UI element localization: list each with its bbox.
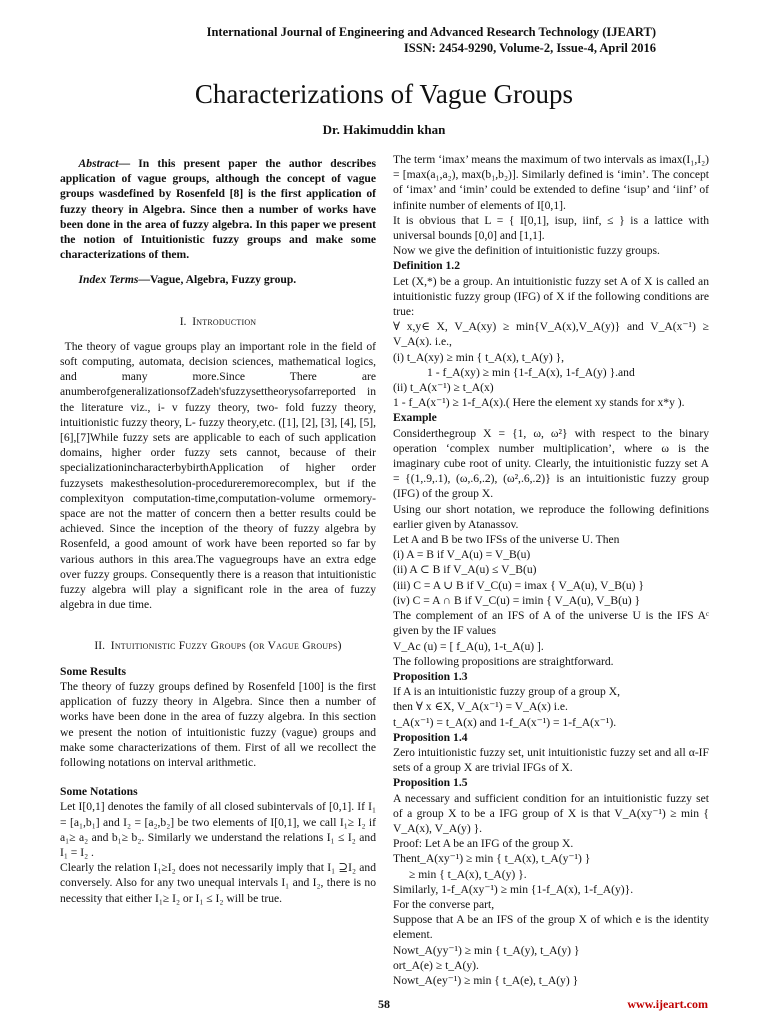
- abstract-label: Abstract: [78, 157, 119, 170]
- definition-1-2-line-i: (i) t_A(xy) ≥ min { t_A(x), t_A(y) },: [393, 350, 565, 364]
- proof-line-3: ≥ min { t_A(x), t_A(y) }.: [409, 867, 527, 881]
- proof-line-4: Similarly, 1-f_A(xy⁻¹) ≥ min {1-f_A(x), 1-f_A(y)}.: [393, 882, 634, 896]
- example-text: Considerthegroup X = {1, ω, ω²} with respect to the binary operation ‘complex number multiplication’, where ω is the imaginary cube root of unity. Clearly, the intuitionistic fuzzy set A = {(1,.9,.1), (ω,.6,.2), (ω²,.6,.2)} is an intuitionistic fuzzy group (IFG) of the group X.: [393, 426, 709, 501]
- notations-paragraph-1: Let I[0,1] denotes the family of all closed subintervals of [0,1]. If I₁ = [a₁,b₁] and I₂ = [a₂,b₂] be two elements of I[0,1], we call I₁≥ I₂ if a₁≥ a₂ and b₁≥ b₂. Similarly we understand the relations I₁ ≤ I₂ and I₁ = I₂ .: [60, 800, 376, 859]
- introduction-paragraph: The theory of vague groups play an important role in the field of soft computing, automata, decision sciences, mathematical logics, and many more.Since There are anumberofgeneralizationsofZadeh'sfuzzysettheorysofarreported in the literature viz., i- v fuzzy theory, two- fold fuzzy theory, intuitionistic fuzzy theory, L- fuzzy theory,etc. ([1], [2], [3], [4], [5], [6],[7]While fuzzy sets are applicable to each of such application domains, higher order fuzzy sets cannot, because of their specializationincharacterbybirthApplication of higher order fuzzysets makesthesolution-procedureremorecomplex, but if the complexityon computation-time,computation-volume ormemory-space are not the matter of concern then a better results could be achieved. Since the inception of the theory of fuzzy algebra by Rosenfeld, a good amount of work have been reported so far by various authors in this area.The vaguegroups have an extra edge over fuzzy groups. Consequently there is a reason that intuitionistic fuzzy algebra will play a significant role in the area of fuzzy algebra in due time.: [60, 339, 376, 612]
- some-results-heading: Some Results: [60, 664, 127, 678]
- journal-header: [207, 24, 656, 56]
- journal-name: International Journal of Engineering and Advanced Research Technology (IJEART): [206, 25, 656, 39]
- proof-line-6: Suppose that A be an IFS of the group X of which e is the identity element.: [393, 913, 709, 942]
- definition-1-2-heading: Definition 1.2: [393, 259, 460, 273]
- definition-1-2-condition: ∀ x,y∈ X, V_A(xy) ≥ min{V_A(x),V_A(y)} and V_A(x⁻¹) ≥ V_A(x). i.e.,: [393, 320, 709, 349]
- index-terms-label: Index Terms: [78, 273, 139, 287]
- proof-line-8: ort_A(e) ≥ t_A(y).: [393, 958, 479, 972]
- proposition-1-5-text: A necessary and sufficient condition for an intuitionistic fuzzy set of a group X to be a IFG group of X is that V_A(xy⁻¹) ≥ min { V_A(x), V_A(y) }.: [393, 791, 709, 835]
- relation-subset: (ii) A ⊂ B if V_A(u) ≤ V_B(u): [393, 563, 537, 577]
- right-column: [393, 152, 709, 988]
- index-terms: [60, 272, 376, 287]
- notations-paragraph-2: Clearly the relation I₁≥I₂ does not necessarily imply that I₁ ⊇I₂ and conversely. Also for any two unequal intervals I₁ and I₂, there is no necessity that either I₁≥ I₂ or I₁ ≤ I₂ will be true.: [60, 861, 376, 905]
- proposition-1-4-heading: Proposition 1.4: [393, 730, 468, 744]
- proof-line-5: For the converse part,: [393, 897, 495, 911]
- proposition-1-3-text: If A is an intuitionistic fuzzy group of a group X,: [393, 685, 621, 699]
- section-heading-introduction: I. Introduction: [179, 314, 257, 328]
- some-results-paragraph: The theory of fuzzy groups defined by Rosenfeld [100] is the first application of fuzzy theory in Algebra. Since then a number of works have been done in the area of fuzzy algebra. In this section we present the notion of intuitionistic fuzzy (vague) groups and make some characterizations of them. First of all we recollect the following notations on interval arithmetic.: [60, 679, 376, 769]
- proposition-1-4-text: Zero intuitionistic fuzzy set, unit intuitionistic fuzzy set and all α-IF sets of a group X are trivial IFGs of X.: [393, 745, 709, 775]
- example-heading: Example: [393, 411, 437, 425]
- definition-1-2-line-ii: (ii) t_A(x⁻¹) ≥ t_A(x): [393, 381, 494, 395]
- ifs-universe-line: Let A and B be two IFSs of the universe U. Then: [393, 533, 620, 547]
- page-number: 58: [378, 997, 390, 1011]
- imax-paragraph: The term ‘imax’ means the maximum of two intervals as imax(I₁,I₂) = [max(a₁,a₂), max(b₁,b₂)]. Similarly defined is ‘imin’. The concept of ‘imax’ and ‘imin’ could be extended to define ‘isup’ and ‘iinf’ of infinite number of elements of I[0,1].: [393, 153, 709, 212]
- proposition-1-3-heading: Proposition 1.3: [393, 669, 468, 683]
- definition-1-2-line-ii-b: 1 - f_A(x⁻¹) ≥ 1-f_A(x).( Here the element xy stands for x*y ).: [393, 396, 685, 410]
- proposition-1-5-heading: Proposition 1.5: [393, 776, 468, 790]
- abstract-text: — In this present paper the author describes application of vague groups, although the concept of vague groups wasdefined by Rosenfeld [8] is the first application of fuzzy theory in Algebra. Since then a number of works have been done in the area of fuzzy algebra. In this paper we present the notion of Intuitionistic fuzzy groups and make some characterizations of them.: [60, 157, 376, 262]
- relation-intersection: (iv) C = A ∩ B if V_C(u) = imin { V_A(u), V_B(u) }: [393, 593, 641, 607]
- section-heading-intuitionistic: II. Intuitionistic Fuzzy Groups (or Vague Groups): [94, 639, 342, 653]
- proof-line-9: Nowt_A(ey⁻¹) ≥ min { t_A(e), t_A(y) }: [393, 973, 579, 987]
- index-terms-text: —Vague, Algebra, Fuzzy group.: [138, 273, 297, 287]
- propositions-intro: The following propositions are straightforward.: [393, 654, 614, 668]
- lattice-paragraph: It is obvious that L = { I[0,1], isup, iinf, ≤ } is a lattice with universal bounds [0,0] and [1,1].: [393, 213, 709, 243]
- left-column: [60, 152, 376, 906]
- complement-formula: V_Ac (u) = [ f_A(u), 1-t_A(u) ].: [393, 639, 544, 653]
- author-name: Dr. Hakimuddin khan: [322, 122, 446, 137]
- proof-line-7: Nowt_A(yy⁻¹) ≥ min { t_A(y), t_A(y) }: [393, 943, 580, 957]
- proof-line-1: Proof: Let A be an IFG of the group X.: [393, 837, 574, 851]
- proposition-1-3-line-1: then ∀ x ∈X, V_A(x⁻¹) = V_A(x) i.e.: [393, 700, 568, 714]
- atanassov-paragraph: Using our short notation, we reproduce the following definitions earlier given by Atanassov.: [393, 502, 709, 531]
- definition-intro: Now we give the definition of intuitionistic fuzzy groups.: [393, 244, 660, 258]
- issn-line: ISSN: 2454-9290, Volume-2, Issue-4, April 2016: [403, 41, 656, 55]
- proof-line-2: Thent_A(xy⁻¹) ≥ min { t_A(x), t_A(y⁻¹) }: [393, 852, 591, 866]
- journal-url[interactable]: www.ijeart.com: [627, 997, 708, 1011]
- relation-equal: (i) A = B if V_A(u) = V_B(u): [393, 548, 531, 562]
- paper-title: Characterizations of Vague Groups: [194, 79, 574, 109]
- abstract: [60, 156, 376, 262]
- definition-1-2-text: Let (X,*) be a group. An intuitionistic fuzzy set A of X is called an intuitionistic fuzzy group (IFG) of X if the following conditions are true:: [393, 274, 709, 319]
- some-notations-heading: Some Notations: [60, 785, 138, 799]
- definition-1-2-line-i-b: 1 - f_A(xy) ≥ min {1-f_A(x), 1-f_A(y) }.and: [427, 365, 635, 379]
- complement-paragraph: The complement of an IFS of A of the universe U is the IFS Aᶜ given by the IF values: [393, 609, 709, 638]
- relation-union: (iii) C = A ∪ B if V_C(u) = imax { V_A(u), V_B(u) }: [393, 578, 644, 592]
- proposition-1-3-line-2: t_A(x⁻¹) = t_A(x) and 1-f_A(x⁻¹) = 1-f_A(x⁻¹).: [393, 715, 617, 729]
